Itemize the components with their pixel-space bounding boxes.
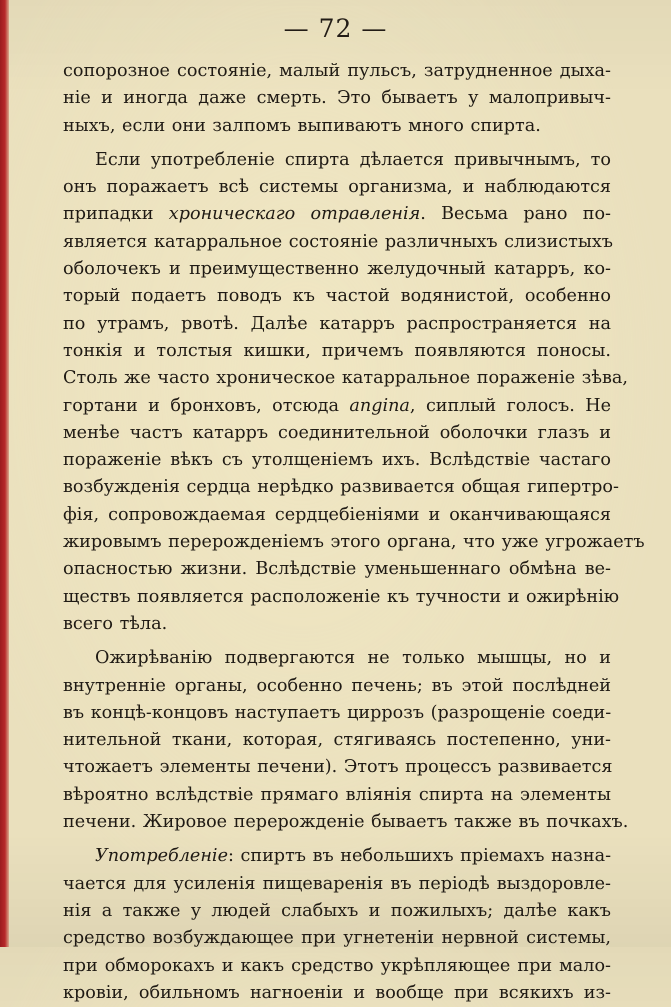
text-line: Если употребленіе спирта дѣлается привычнымъ, то	[95, 149, 611, 170]
emphasis-term: хроническаго отравленія	[168, 204, 421, 225]
text-line: средство возбуждающее при угнетеніи нервной системы,	[63, 928, 611, 949]
text-line: онъ поражаетъ всѣ системы организма, и наблюдаются	[63, 177, 611, 198]
text-line: Столь же часто хроническое катарральное пораженіе зѣва,	[63, 368, 628, 389]
text-line: тонкія и толстыя кишки, причемъ появляются поносы.	[63, 340, 611, 361]
text-line: по утрамъ, рвотѣ. Далѣе катарръ распространяется на	[63, 313, 611, 334]
text-line: опасностью жизни. Вслѣдствіе уменьшеннаго обмѣна ве-	[63, 559, 611, 580]
text-line: пораженіе вѣкъ съ утолщеніемъ ихъ. Вслѣдствіе частаго	[63, 450, 611, 471]
text-line: жировымъ перерожденіемъ этого органа, что уже угрожаетъ	[63, 532, 645, 553]
paragraph-2	[63, 147, 645, 638]
text-line: въ концѣ-концовъ наступаетъ циррозъ (разрощеніе соеди-	[63, 702, 612, 723]
text-line: при обморокахъ и какъ средство укрѣпляющее при мало-	[63, 955, 611, 976]
text-line: кровіи, обильномъ нагноеніи и вообще при всякихъ из-	[63, 982, 611, 1003]
text-line: печени. Жировое перерожденіе бываетъ также въ почкахъ.	[63, 812, 629, 833]
text-line: фія, сопровождаемая сердцебіеніями и оканчивающаяся	[63, 504, 611, 525]
text-line: чается для усиленія пищеваренія въ періодѣ выздоровле-	[63, 873, 611, 894]
text-line	[63, 393, 611, 420]
text-line: сопорозное состояніе, малый пульсъ, затрудненное дыха-	[63, 61, 611, 81]
text-line: ніе и иногда даже смерть. Это бываетъ у малопривыч-	[63, 88, 611, 109]
text-line: Ожирѣванію подвергаются не только мышцы, но и	[95, 648, 611, 669]
text-line: чтожаетъ элементы печени). Этотъ процессъ развивается	[63, 757, 613, 778]
page-number: — 72 —	[283, 14, 388, 43]
text-line: ществъ появляется расположеніе къ тучности и ожирѣнію	[63, 586, 620, 607]
text-line: вѣроятно вслѣдствіе прямаго вліянія спирта на элементы	[63, 784, 611, 805]
text-line: внутренніе органы, особенно печень; въ этой послѣдней	[63, 675, 611, 696]
text-line: нія а также у людей слабыхъ и пожилыхъ; далѣе какъ	[63, 900, 611, 921]
text-line: всего тѣла.	[63, 613, 168, 634]
text-run: : спиртъ въ небольшихъ пріемахъ назна-	[227, 846, 612, 867]
text-run: , сиплый голосъ. Не	[409, 395, 611, 416]
text-line: нительной ткани, которая, стягиваясь постепенно, уни-	[63, 730, 611, 751]
text-line: оболочекъ и преимущественно желудочный катарръ, ко-	[63, 259, 611, 280]
paragraph-3	[63, 645, 629, 836]
text-line: возбужденія сердца нерѣдко развивается общая гипертро-	[63, 477, 619, 498]
emphasis-term: angina	[349, 395, 410, 416]
paragraph-1	[63, 58, 611, 140]
text-block	[63, 58, 645, 1007]
text-line: торый подаетъ поводъ къ частой водянистой, особенно	[63, 286, 611, 307]
text-line	[63, 843, 611, 870]
page-edge	[0, 0, 9, 947]
text-run: . Весьма рано по-	[420, 204, 611, 225]
text-line	[63, 201, 611, 228]
text-line: менѣе частъ катарръ соединительной оболочки глазъ и	[63, 422, 611, 443]
text-line: ныхъ, если они залпомъ выпиваютъ много спирта.	[63, 115, 541, 136]
text-line: является катарральное состояніе различныхъ слизистыхъ	[63, 231, 613, 252]
text-run: припадки	[63, 204, 169, 225]
text-run: гортани и бронховъ, отсюда	[63, 395, 350, 416]
emphasis-term: Употребленіе	[95, 846, 228, 867]
paragraph-4	[63, 843, 611, 1007]
